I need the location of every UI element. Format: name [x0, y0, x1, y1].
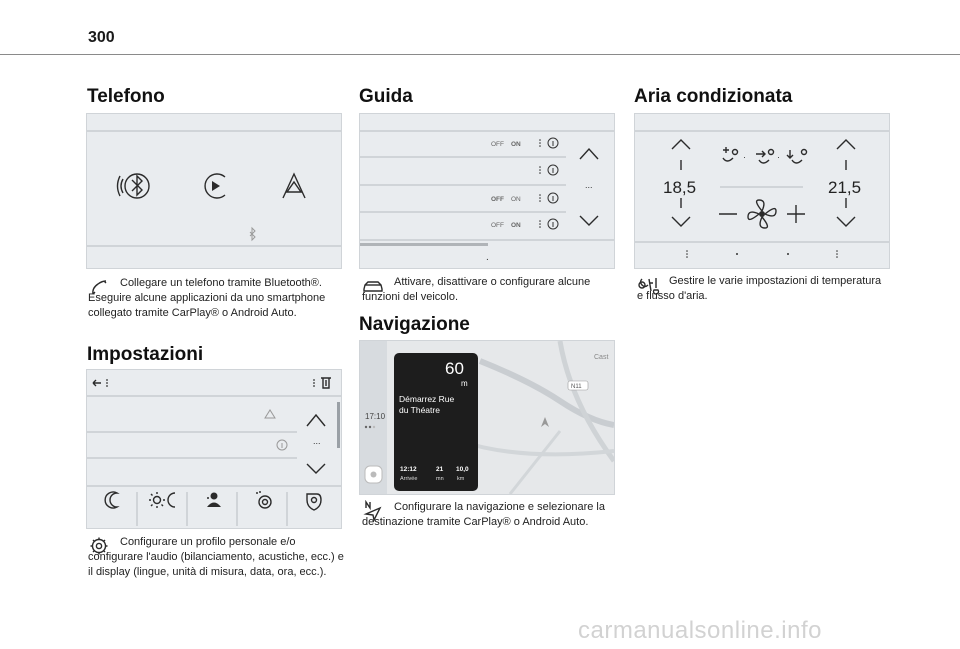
- distance-value: 60: [445, 359, 464, 378]
- clock: 17:10: [365, 412, 386, 421]
- warning-triangle-icon: [265, 410, 275, 418]
- aria-bottom-dot-1[interactable]: [736, 253, 738, 255]
- telefono-title: Telefono: [87, 86, 165, 107]
- navigazione-title: Navigazione: [359, 314, 470, 335]
- telefono-description: Collegare un telefono tramite Bluetooth®. Eseguire alcune applicazioni da uno smartphone collegato tramite CarPlay® o Android Auto.: [88, 277, 326, 319]
- navigazione-screen: [359, 340, 615, 495]
- home-button-icon[interactable]: [365, 466, 382, 483]
- climate-control-icon: [637, 274, 659, 296]
- chevron-down-icon[interactable]: [307, 464, 325, 473]
- page-number: 300: [88, 29, 115, 46]
- impostazioni-description-block: [88, 535, 344, 580]
- guida-row-3[interactable]: [491, 193, 558, 203]
- guida-chevron-down-icon[interactable]: [580, 216, 598, 225]
- row-4-off-label: OFF: [491, 222, 504, 229]
- row-4-info-icon[interactable]: [548, 219, 558, 229]
- row-3-info-icon[interactable]: [548, 193, 558, 203]
- road-badge: N11: [571, 384, 582, 390]
- left-temperature: 18,5: [663, 178, 697, 197]
- gear-icon: [88, 535, 110, 557]
- right-temperature: 21,5: [828, 178, 862, 197]
- aria-title: Aria condizionata: [634, 86, 793, 107]
- arrival-time: 12:12: [400, 466, 417, 473]
- trash-icon[interactable]: [321, 378, 331, 388]
- small-bluetooth-icon: [250, 228, 255, 240]
- row-2-options-icon[interactable]: [539, 166, 541, 174]
- chevron-up-icon[interactable]: [307, 415, 325, 426]
- airflow-sep-1: ·: [743, 152, 746, 162]
- row-3-options-icon[interactable]: [539, 194, 541, 202]
- guida-description: Attivare, disattivare o configurare alcune funzioni del veicolo.: [362, 276, 591, 303]
- guida-page-dot: .: [486, 252, 489, 263]
- aria-description-block: [637, 274, 889, 304]
- aria-bottom-dot-2[interactable]: [787, 253, 789, 255]
- aria-description: Gestire le varie impostazioni di temperatura e flusso d'aria.: [637, 275, 882, 302]
- row-4-on-label: ON: [511, 222, 521, 229]
- aria-bottom-options-2[interactable]: [836, 250, 838, 258]
- airflow-middle-icon[interactable]: [756, 150, 774, 164]
- bluetooth-icon[interactable]: [118, 174, 150, 198]
- instruction-line-2: du Théatre: [399, 405, 440, 415]
- row-4-options-icon[interactable]: [539, 220, 541, 228]
- left-temp-down-icon[interactable]: [672, 198, 690, 226]
- navigazione-description-block: [362, 500, 614, 530]
- row-1-options-icon[interactable]: [539, 139, 541, 147]
- instruction-line-1: Démarrez Rue: [399, 394, 455, 404]
- row-2-info-icon[interactable]: [548, 165, 558, 175]
- status-dots: [365, 426, 375, 428]
- arrival-label: Arrivée: [400, 476, 418, 482]
- info-icon: [277, 440, 287, 450]
- impostazioni-screen: [86, 369, 342, 529]
- fan-icon: [748, 200, 776, 228]
- car-icon: [362, 275, 384, 297]
- right-temp-up-icon[interactable]: [837, 140, 855, 170]
- options-dots-icon[interactable]: [313, 379, 315, 387]
- airflow-lower-icon[interactable]: [787, 150, 807, 164]
- more-indicator: ...: [313, 436, 321, 446]
- guida-row-4[interactable]: [491, 219, 558, 229]
- profile-icon[interactable]: [207, 493, 221, 508]
- carplay-icon[interactable]: [205, 174, 225, 198]
- duration-value: 21: [436, 466, 444, 473]
- night-mode-icon[interactable]: [105, 492, 117, 508]
- duration-unit: mn: [436, 476, 444, 482]
- aria-bottom-options-1[interactable]: [686, 250, 688, 258]
- guida-title: Guida: [359, 86, 413, 107]
- telefono-description-block: [88, 276, 344, 321]
- left-temp-up-icon[interactable]: [672, 140, 690, 170]
- distance-unit: m: [461, 379, 468, 388]
- map-place-label: Cast: [594, 354, 609, 361]
- remaining-unit: km: [457, 476, 465, 482]
- navigation-north-icon: [362, 500, 384, 522]
- guida-chevron-up-icon[interactable]: [580, 149, 598, 159]
- guida-screen: [359, 113, 615, 269]
- row-1-info-icon[interactable]: [548, 138, 558, 148]
- row-3-on-label: ON: [511, 196, 521, 203]
- aria-screen: [634, 113, 890, 269]
- fan-plus-icon[interactable]: [787, 205, 805, 223]
- row-3-off-label: OFF: [491, 196, 504, 203]
- remaining-value: 10,0: [456, 466, 469, 473]
- top-rule: [0, 54, 960, 55]
- guida-description-block: [362, 275, 614, 305]
- back-arrow-icon[interactable]: [93, 379, 108, 387]
- watermark: carmanualsonline.info: [578, 617, 822, 644]
- row-1-on-label: ON: [511, 141, 521, 148]
- navigazione-description: Configurare la navigazione e selezionare la destinazione tramite CarPlay® o Android Auto.: [362, 501, 605, 528]
- android-auto-icon[interactable]: [283, 174, 305, 198]
- airflow-sep-2: ·: [777, 152, 780, 162]
- guida-more-indicator: ...: [585, 180, 593, 190]
- settings-gear-icon[interactable]: [256, 491, 271, 508]
- day-night-icon[interactable]: [149, 492, 175, 508]
- impostazioni-title: Impostazioni: [87, 344, 204, 365]
- right-temp-down-icon[interactable]: [837, 198, 855, 226]
- airflow-upper-icon[interactable]: [723, 147, 738, 161]
- phone-icon: [88, 276, 110, 298]
- row-1-off-label: OFF: [491, 141, 504, 148]
- telefono-screen: [86, 113, 342, 269]
- audio-settings-icon[interactable]: [307, 494, 321, 510]
- guida-row-1[interactable]: [491, 138, 558, 148]
- guida-row-2[interactable]: [539, 165, 558, 175]
- impostazioni-description: Configurare un profilo personale e/o configurare l'audio (bilanciamento, acustiche, ecc.) e il display (lingue, unità di misura, data, ora, ecc.).: [88, 536, 344, 578]
